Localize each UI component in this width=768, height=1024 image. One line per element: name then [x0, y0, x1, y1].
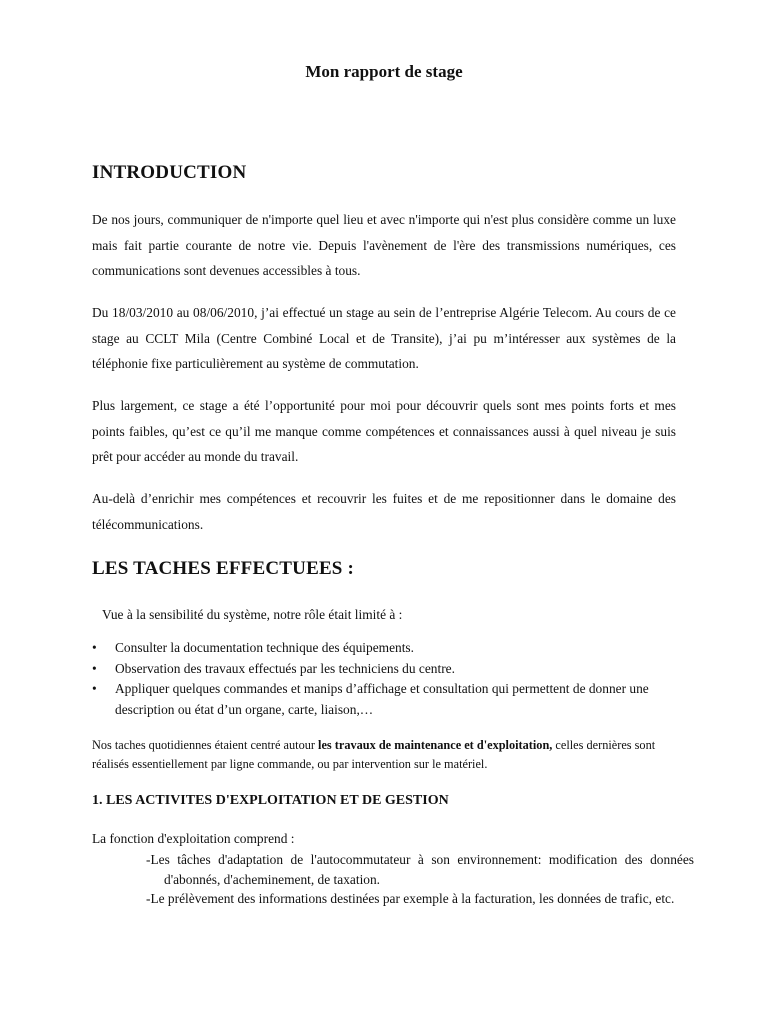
- intro-paragraph-2: Du 18/03/2010 au 08/06/2010, j’ai effectué un stage au sein de l’entreprise Algérie Telecom. Au cours de ce stage au CCLT Mila (Centre Combiné Local et de Transite), j’ai pu m’intéresser aux systèmes de la téléphonie fixe particulièrement au système de commutation.: [92, 305, 676, 371]
- daily-tasks-bold: les travaux de maintenance et d'exploitation,: [318, 738, 553, 752]
- exploitation-item-2: -Le prélèvement des informations destinées par exemple à la facturation, les données de trafic, etc.: [146, 891, 675, 906]
- daily-tasks-prefix: Nos taches quotidiennes étaient centré autour: [92, 738, 319, 752]
- introduction-heading: INTRODUCTION: [92, 162, 247, 183]
- bullet-icon: •: [92, 640, 97, 655]
- daily-tasks-paragraph: [92, 736, 676, 774]
- task-text: Appliquer quelques commandes et manips d’affichage et consultation qui permettent de donner une description ou état d’un organe, carte, liaison,…: [115, 681, 649, 717]
- task-text: Consulter la documentation technique des équipements.: [115, 640, 414, 655]
- exploitation-item-1: -Les tâches d'adaptation de l'autocommutateur à son environnement: modification des données d'abonnés, d'acheminement, de taxation.: [146, 852, 694, 887]
- task-text: Observation des travaux effectués par les techniciens du centre.: [115, 660, 455, 676]
- list-item: [92, 679, 692, 720]
- tasks-intro: Vue à la sensibilité du système, notre rôle était limité à :: [102, 607, 403, 622]
- tasks-heading: LES TACHES EFFECTUEES :: [92, 558, 355, 579]
- document-title: Mon rapport de stage: [305, 62, 463, 81]
- intro-paragraph-1: De nos jours, communiquer de n'importe quel lieu et avec n'importe qui n'est plus considère comme un luxe mais fait partie courante de notre vie. Depuis l'avènement de l'ère des transmissions numériques, ces communications sont devenues accessibles à tous.: [92, 212, 676, 278]
- exploitation-intro: La fonction d'exploitation comprend :: [92, 831, 295, 846]
- daily-tasks-suffix: celles dernières sont réalisés essentiellement par ligne commande, ou par intervention sur le matériel.: [92, 738, 656, 771]
- list-item: [92, 638, 692, 659]
- tasks-list: [92, 638, 692, 720]
- intro-paragraph-4: Au-delà d’enrichir mes compétences et recouvrir les fuites et de me repositionner dans le domaine des télécommunications.: [92, 491, 676, 532]
- bullet-icon: •: [92, 660, 97, 676]
- intro-paragraph-3: Plus largement, ce stage a été l’opportunité pour moi pour découvrir quels sont mes points forts et mes points faibles, qu’est ce qu’il me manque comme compétences et connaissances aussi à quel niveau je suis prêt pour accéder au monde du travail.: [92, 398, 676, 464]
- bullet-icon: •: [92, 681, 97, 696]
- section-1-heading: 1. LES ACTIVITES D'EXPLOITATION ET DE GESTION: [92, 793, 449, 808]
- list-item: [92, 659, 692, 680]
